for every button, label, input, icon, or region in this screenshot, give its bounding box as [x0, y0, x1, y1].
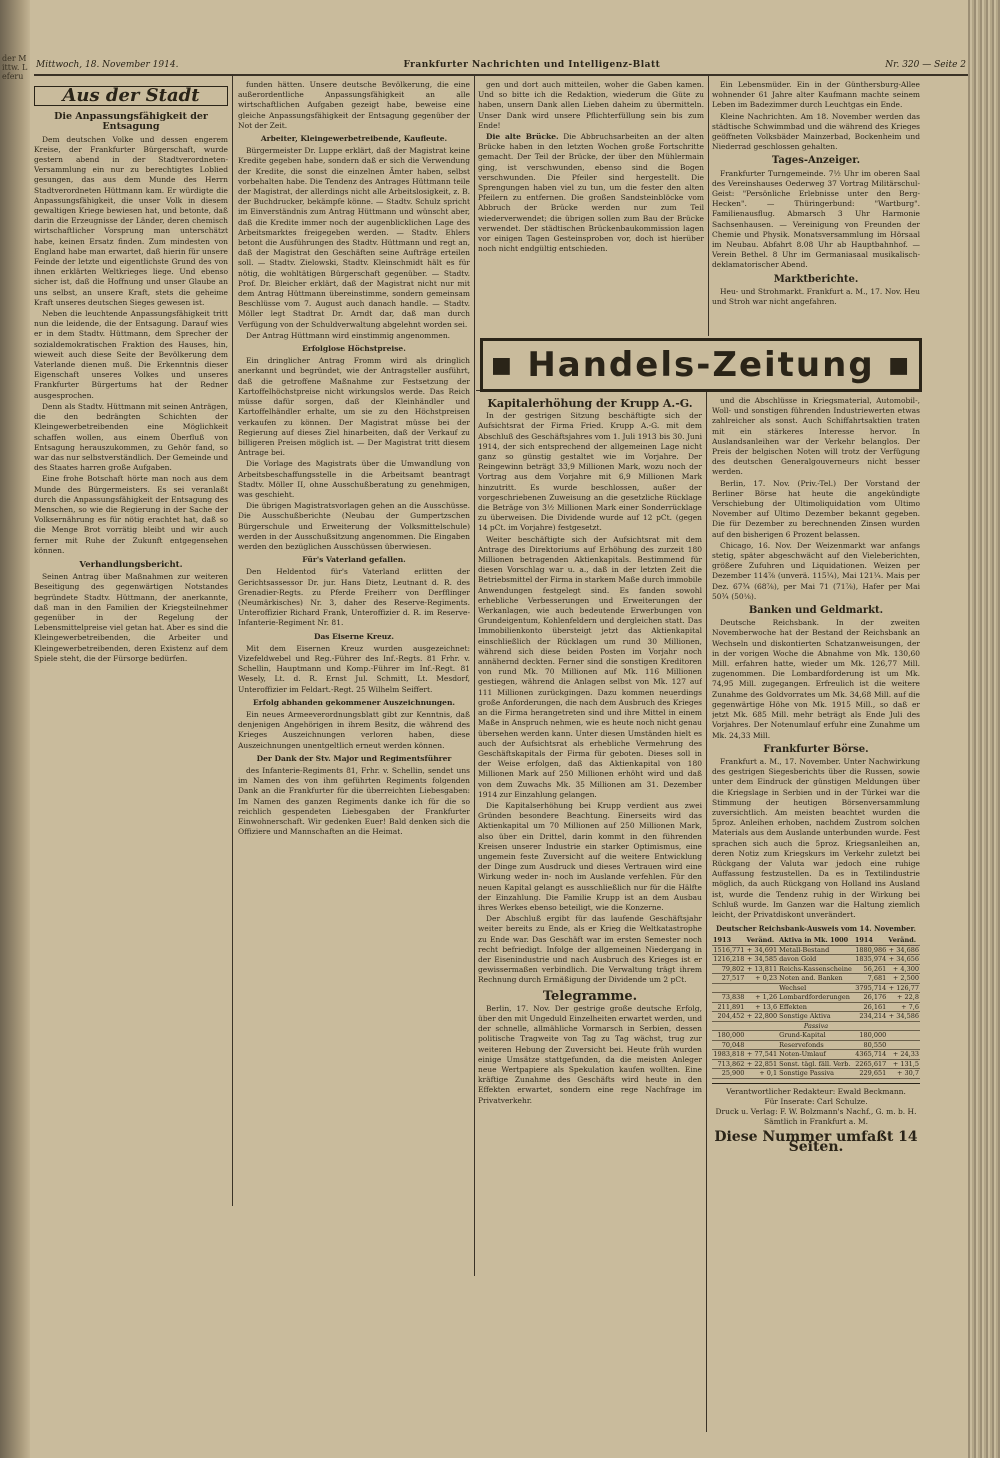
- table-header-cell: Veränd.: [887, 936, 920, 945]
- paragraph: Weiter beschäftigte sich der Aufsichtsrat mit dem Antrage des Direktoriums auf Erhöhung des zurzeit 180 Millionen betragenden Aktienkapitals. Bestimmend für diesen Vorschlag war u. a., daß in der letzten Zeit die Betriebsmittel der Firma in starkem Maße durch immobile Anwendungen festgelegt sind. Es fanden sowohl erhebliche Verbesserungen und Erweiterungen der Werkanlagen, wie auch bedeutende Erwerbungen von Grundeigentum, Kohlenfeldern und dergleichen statt. Das Immobilienkonto übersteigt jetzt das Aktienkapital einschließlich der Rücklagen um rund 30 Millionen, während sich diese beiden Posten im Vorjahr noch annähernd deckten. Ferner sind die sonstigen Kreditoren von rund Mk. 70 Millionen auf Mk. 116 Millionen gestiegen, während die Anlagen selbst von Mk. 127 auf 111 Millionen zurückgingen. Dazu kommen neuerdings große Anforderungen, die nach dem Ausbruch des Krieges an die Firma herangetreten sind und ihre Mittel in einem Maße in Anspruch nehmen, wie es heute noch nicht genau übersehen werden kann. Unter diesen Umständen hielt es auch der Aufsichtsrat als erhebliche Vermehrung des Geschäftskapitals der Firma für geboten. Dieses soll in der Weise erfolgen, daß das Aktienkapital von 180 Millionen Mark auf 250 Millionen erhöht wird und daß von dem Zuwachs Mk. 35 Millionen am 31. Dezember 1914 zur Einzahlung gelangen.: [478, 534, 702, 799]
- imprint-line: Verantwortlicher Redakteur: Ewald Beckmann.: [726, 1086, 906, 1096]
- table-cell: 180,000: [712, 1031, 745, 1041]
- column-bridge-news: [478, 80, 704, 334]
- table-cell: [745, 1031, 778, 1041]
- table-row: [712, 1069, 920, 1079]
- table-cell: 234,214: [854, 1012, 887, 1022]
- table-cell: Sonstige Passiva: [778, 1069, 854, 1079]
- paragraph: Dem deutschen Volke und dessen engerem Kreise, der Frankfurter Bürgerschaft, wurde gestern abend in der Stadtverordneten-Versammlung ein nur zu berechtigtes Loblied gesungen, das aus dem Munde des Herrn Stadtverordneten Hüttmann kam. Er würdigte die Anpassungsfähigkeit, die unser Volk in diesem gewaltigen Kriege bewiesen hat, und betonte, daß darin die Erzeugnisse der Länder, deren chemisch wirtschaftlicher Vorsprung man unterschätzt habe, keinen Ersatz finden. Zum mindesten von England habe man erwartet, daß hierin für unsere Feinde der letzte und eigentlichste Grund des von ihnen erklärten Weltkrieges liege. Und ebenso sicher ist, daß die Hoffnung und unser Glaube an uns selbst, an unsere Kraft, stets die geheime Kraft unseres deutschen Sieges gewesen ist.: [34, 134, 228, 307]
- table-cell: 211,891: [712, 1002, 745, 1012]
- table-row: [712, 1002, 920, 1012]
- table-row: [712, 964, 920, 974]
- table-row: [712, 1059, 920, 1069]
- table-cell: + 2,500: [887, 974, 920, 984]
- paragraph: Frankfurter Turngemeinde. 7½ Uhr im oberen Saal des Vereinshauses Oederweg 37 Vortrag Militärschul-Geist: "Persönliche Erlebnisse unter den Berg-Hecken". — Thüringerbund: "Wartburg". Familienausflug. Abmarsch 3 Uhr Harmonie Sachsenhausen. — Vereinigung von Freunden der Chemie und Physik. Monatsversammlung im Hörsaal im Neubau. Abfahrt 8.08 Uhr ab Hauptbahnhof. — Verein Bethel. 8 Uhr im Germaniasaal musikalisch-deklamatorischer Abend.: [712, 168, 920, 270]
- imprint-line: Für Inserate: Carl Schulze.: [764, 1097, 868, 1107]
- table-body: [712, 945, 920, 1021]
- table-cell: + 34,586: [888, 1012, 919, 1021]
- table-cell: [745, 1040, 778, 1050]
- paragraph: Bürgermeister Dr. Luppe erklärt, daß der Magistrat keine Kredite gegeben habe, sondern daß er sich die Verwendung der Kredite, die sonst die einzelnen Ämter haben, selbst vorbehalten habe. Die Tendenz des Antrages Hüttmann teile der Magistrat, der allerdings nicht alle Arbeitslosigkeit, z. B. der Buchdrucker, bekämpfe könne. — Stadtv. Schulz spricht im Einverständnis zum Antrag Hüttmann und wünscht aber, daß die Kredite immer noch der augenblicklichen Lage des Arbeitsmarktes freigegeben werden. — Stadtv. Ehlers betont die Ausführungen des Stadtv. Hüttmann und regt an, daß der Magistrat den Geschäften seine Aufträge erteilen soll. — Stadtv. Zielowski, Stadtv. Kleinschmidt hält es für nötig, die wohltätigen Bürgerschaft gegenüber. — Stadtv. Prof. Dr. Bleicher erklärt, daß der Magistrat nicht nur mit dem Antrag Hüttmann übereinstimme, sondern gemeinsam Beschlüsse vom 7. August auch danach handle. — Stadtv. Möller legt Stadtrat Dr. Arndt dar, daß man durch Verfügung von der Schuldverwaltung abgelehnt worden sei.: [238, 146, 470, 329]
- table-cell: 7,681: [854, 974, 887, 984]
- paragraph: Chicago, 16. Nov. Der Weizenmarkt war anfangs stetig, später abgeschwächt auf den Vieleberichten, größere Zufuhren und Liquidationen. Weizen per Dezember 114⅞ (unverä. 115¼), Mai 121¼. Mais per Dez. 67¾ (68⅞), per Mai 71 (71⅞), Hafer per Mai 50¾ (50⅛).: [712, 540, 920, 601]
- table-cell: + 126,77: [888, 983, 919, 992]
- subheading: Banken und Geldmarkt.: [748, 605, 884, 617]
- table-cell: + 24,33: [887, 1050, 920, 1060]
- table-cell: Reservefonds: [778, 1040, 854, 1050]
- paragraph: Der Antrag Hüttmann wird einstimmig angenommen.: [246, 330, 451, 340]
- table-cell: 1516,771: [713, 945, 745, 954]
- header-rule: [34, 74, 968, 76]
- column-rule: [232, 76, 233, 1206]
- table-cell: Noten-Umlauf: [778, 1050, 854, 1060]
- paragraph: Seinen Antrag über Maßnahmen zur weiteren Beseitigung des gegenwärtigen Notstandes begründete Stadtv. Hüttmann, der anerkannte, daß man in den Familien der Kriegsteilnehmer gegenüber in der Regelung der Lebensmittelpreise viel getan hat. Aber es sind die Kleingewerbetreibenden, die Arbeiter und Kleingewerbetreibenden, deren Existenz auf dem Spiele steht, die der Fürsorge bedürfen.: [34, 572, 228, 663]
- table-row: [712, 1031, 920, 1041]
- paragraph: Deutsche Reichsbank. In der zweiten Novemberwoche hat der Bestand der Reichsbank an Wechseln und diskontierten Schatzanweisungen, der in der vorigen Woche die Abnahme von Mk. 130,60 Mill. erfahren hatte, wieder um Mk. 126,77 Mill. zugenommen. Die Lombardforderung ist um Mk. 74,95 Mill. zugegangen. Erfreulich ist die weitere Zunahme des Goldvorrates um Mk. 34,68 Mill. auf die gegenwärtige Höhe von Mk. 1915 Mill., so daß er jetzt Mk. 685 Mill. mehr beträgt als Ende Juli des Vorjahres. Der Notenumlauf erfuhr eine Zunahme um Mk. 24,33 Mill.: [712, 618, 920, 740]
- table-cell: 4365,714: [855, 1050, 887, 1059]
- table-cell: 229,651: [854, 1069, 887, 1079]
- column-local-news: [34, 80, 228, 1410]
- table-cell: 180,000: [854, 1031, 887, 1041]
- table-cell: 1216,218: [713, 955, 745, 964]
- table-subheader-row: [712, 1021, 920, 1031]
- table-cell: 70,048: [712, 1040, 745, 1050]
- table-cell: + 13,6: [745, 1002, 778, 1012]
- table-cell: [745, 983, 778, 993]
- subheading: Verhandlungsbericht.: [79, 559, 183, 570]
- table-cell: 1880,986: [855, 945, 887, 954]
- table-cell: 3795,714: [855, 983, 887, 992]
- page-edge-stack: [968, 0, 1000, 1458]
- masthead-line: [36, 58, 966, 72]
- page-number: Nr. 320 — Seite 2: [885, 60, 966, 70]
- table-cell: + 13,811: [746, 964, 778, 973]
- table-row: [712, 1050, 920, 1060]
- table-header-row: [712, 936, 920, 945]
- table-cell: + 30,7: [887, 1069, 920, 1079]
- paragraph: [478, 132, 704, 254]
- table-header-cell: Aktiva in Mk. 1000: [778, 936, 854, 945]
- paragraph: Eine frohe Botschaft hörte man noch aus dem Munde des Bürgermeisters. Es sei veranlaßt durch die Anpassungsfähigkeit der Entsagung des Menschen, so wie die Regierung in der Sache der Volksernährung es für nötig erachtet hat, daß so die Menge Brot vorrätig bleibt und wir auch ferner mit Ruhe der Zukunft entgegensehen können.: [34, 474, 228, 555]
- table-cell: + 22,851: [746, 1059, 778, 1068]
- paragraph: Ein Lebensmüder. Ein in der Günthersburg-Allee wohnender 61 Jahre alter Kaufmann machte seinem Leben im Badezimmer durch Leuchtgas ein Ende.: [712, 80, 920, 110]
- paragraph: und die Abschlüsse in Kriegsmaterial, Automobil-, Woll- und sonstigen führenden Industriewerten etwas zahlreicher als sonst. Auch Schiffahrtsaktien traten mit ein stärkeres Interesse hervor. In Auslandsanleihen war der Verkehr belanglos. Der Preis der belgischen Noten will trotz der Verfügung des deutschen Generalgouverneurs nicht besser werden.: [712, 396, 920, 477]
- column-misc-news: [712, 80, 920, 334]
- paragraph: Heu- und Strohmarkt. Frankfurt a. M., 17. Nov. Heu und Stroh war nicht angefahren.: [712, 286, 920, 307]
- table-cell: 79,802: [712, 964, 745, 974]
- article-headline: Die Anpassungsfähigkeit der Entsagung: [54, 111, 208, 133]
- table-cell: + 22,800: [746, 1012, 778, 1021]
- table-cell: Metall-Bestand: [778, 945, 854, 955]
- left-page-spine: [0, 0, 30, 1458]
- table-cell: Sonstige Aktiva: [778, 1012, 854, 1022]
- table-cell: + 34,656: [888, 955, 919, 964]
- imprint: [712, 1083, 920, 1128]
- section-title: Aus der Stadt: [34, 86, 228, 106]
- table-cell: 80,550: [854, 1040, 887, 1050]
- subheading: Der Dank der Stv. Major und Regimentsführer: [256, 753, 452, 763]
- paragraph: Frankfurt a. M., 17. November. Unter Nachwirkung des gestrigen Siegesberichts über die Russen, sowie unter dem Eindruck der günstigen Meldungen über die Kriegslage in Serbien und in der Türkei war die Stimmung der heutigen Börsenversammlung zuversichtlich. Am meisten beachtet wurden die 5proz. Anleihen erhoben, nachdem Zustrom solchen Materials aus dem Auslande unterbunden wurde. Fest sprachen sich auch die 5proz. Kriegsanleihen an, deren Notiz zum Kriegskurs im Verkehr zuletzt bei Rückgang der Valuta war jedoch eine ruhige Auffassung festzustellen. Da es in Textilindustrie möglich, da auch Rückgang von Holland ins Ausland ist, wurde die Tendenz ruhig in der Wirkung bei Schluß wurde. Im Ganzen war die Haltung ziemlich leicht, der Privatdiskont unverändert.: [712, 756, 920, 919]
- subheading: Erfolglose Höchstpreise.: [302, 344, 406, 354]
- paragraph: Den Heldentod für's Vaterland erlitten der Gerichtsassessor Dr. jur. Hans Dietz, Leutnant d. R. des Grenadier-Regts. zu Pferde Freiherr von Derfflinger (Neumärkisches) Nr. 3, daher des Reserve-Regiments. Unteroffizier Richard Frank, Unteroffizier d. R. im Reserve-Infanterie-Regiment Nr. 81.: [238, 567, 470, 628]
- table-cell: + 34,691: [746, 945, 778, 954]
- subheading: Tages-Anzeiger.: [771, 155, 861, 167]
- colon-ornament-icon: ■: [888, 352, 911, 378]
- column-rule: [708, 76, 709, 336]
- colon-ornament-icon: ■: [491, 352, 514, 378]
- table-cell: + 4,300: [887, 964, 920, 974]
- paragraph-text: Die Abbruchsarbeiten an der alten Brücke haben in den letzten Wochen große Fortschritte gemacht. Der Teil der Brücke, der über den Mühlermain ging, ist verschwunden, ebenso sind die Bogen verschwunden. Die Pfeiler sind hergestellt. Die Sprengungen haben viel zu tun, um die fester den alten Pfeilern zu entfernen. Die großen Sandsteinblöcke vom Abbruch der Brücke werden nur zum Teil wiederverwendet; die übrigen sollen zum Bau der Brücke verwendet. Der städtischen Brückenbaukommission lagen vor einigen Tagen Gesteinsproben vor, doch ist hierüber noch nicht endgültig entschieden.: [478, 132, 704, 254]
- table-cell: 25,900: [712, 1069, 745, 1079]
- table-cell: Sonst. tägl. fäll. Verb.: [778, 1059, 854, 1069]
- handels-zeitung-banner: [480, 338, 922, 392]
- table-cell: 73,838: [712, 993, 745, 1003]
- closing-notice: Diese Nummer umfaßt 14 Seiten.: [714, 1128, 918, 1155]
- table-cell: Wechsel: [778, 983, 854, 993]
- table-cell: Effekten: [778, 1002, 854, 1012]
- table-cell: 26,161: [854, 1002, 887, 1012]
- paragraph: Berlin, 17. Nov. (Priv.-Tel.) Der Vorstand der Berliner Börse hat heute die angekündigte Verschiebung der Ultimoliquidation vom Ultimo November auf Ultimo Dezember bekannt gegeben. Die für Dezember zu berechnenden Zinsen wurden auf den bisherigen 6 Prozent belassen.: [712, 478, 920, 539]
- column-rule: [474, 76, 475, 1276]
- table-cell: 1835,974: [855, 955, 887, 964]
- table-cell: 204,452: [712, 1012, 745, 1022]
- spine-text: der Mittw. Leferu: [2, 54, 28, 81]
- paragraph: Neben die leuchtende Anpassungsfähigkeit tritt nun die leidende, die der Entsagung. Darauf wies er in dem Stadtv. Hüttmann, dem Sprecher der sozialdemokratischen Fraktion des Hauses, hin, wieweit auch diese Seite der Bevölkerung dem Vaterlande dienen muß. Die Erkenntnis dieser Eigenschaft unseres Volkes und unseres Frankfurter Bürgertums hat der Redner ausgesprochen.: [34, 309, 228, 400]
- subheading: Erfolg abhanden gekommener Auszeichnungen.: [252, 697, 456, 707]
- table-cell: + 77,541: [746, 1050, 778, 1059]
- subheading: Für's Vaterland gefallen.: [302, 555, 406, 565]
- table-cell: davon Gold: [778, 955, 854, 965]
- paragraph: Mit dem Eisernen Kreuz wurden ausgezeichnet: Vizefeldwebel und Reg.-Führer des Inf.-Regts. 81 Frhr. v. Schellin, Hauptmann und Komp.-Führer im Inf.-Regt. 81 Wesely, Lt. d. R. Ernst Jul. Schmitt, Lt. Mesdorf, Unteroffizier im Feldart.-Regt. 25 Wilhelm Seiffert.: [238, 643, 470, 694]
- reichsbank-table: [712, 936, 920, 1079]
- column-rule: [706, 392, 707, 1432]
- table-header-cell: Veränd.: [745, 936, 778, 945]
- table-cell: + 0,1: [745, 1069, 778, 1079]
- table-cell: 1983,818: [713, 1050, 745, 1059]
- table-row: [712, 955, 920, 965]
- table-cell: + 0,23: [745, 974, 778, 984]
- subheading: Marktberichte.: [773, 273, 859, 285]
- table-cell: [712, 983, 745, 993]
- column-krupp: [478, 396, 702, 1428]
- paragraph: Berlin, 17. Nov. Der gestrige große deutsche Erfolg, über den mit Ungeduld Einzelheiten erwartet werden, und der schnelle, allmähliche Vormarsch in Serbien, dessen politische Tragweite von Tag zu Tag wächst, trug zur weiteren Hebung der Zuversicht bei. Heute früh wurden einige Umsätze stattgefunden, da die meisten Anleger neue Wertpapiere als Spekulation kaufen wollten. Eine kräftige Zunahme des Geschäfts wird heute in den Effekten erwartet, sondern eine rege Nachfrage im Privatverkehr.: [478, 1003, 702, 1105]
- column-markets: [712, 396, 920, 1436]
- table-row: [712, 1012, 920, 1022]
- imprint-line: Druck u. Verlag: F. W. Bolzmann's Nachf., G. m. b. H. Sämtlich in Frankfurt a. M.: [715, 1107, 917, 1127]
- table-cell: + 22,8: [887, 993, 920, 1003]
- table-cell: 56,261: [854, 964, 887, 974]
- table-cell: + 1,26: [745, 993, 778, 1003]
- paragraph: gen und dort auch mitteilen, woher die Gaben kamen. Und so bitte ich die Redaktion, wiederum die Güte zu haben, unsern Dank allen Lieben daheim zu übermitteln. Unser Dank wird unsere Pflichterfüllung sein bis zum Ende!: [478, 80, 704, 130]
- table-cell: Reichs-Kassenscheine: [779, 964, 852, 973]
- paragraph: funden hätten. Unsere deutsche Bevölkerung, die eine außerordentliche Anpassungsfähigkeit an alle wirtschaftlichen Aufgaben gezeigt habe, beweise eine gleiche Anpassungsfähigkeit der Entsagung gegenüber der Not der Zeit.: [238, 80, 470, 130]
- table-body-passiva: [712, 1031, 920, 1079]
- paragraph: Der Abschluß ergibt für das laufende Geschäftsjahr weiter bereits zu Ende, als er Krieg die Weltkatastrophe zu Ende war. Das Geschäft war im ersten Semester noch recht befriedigt. Infolge der allgemeinen Niedergang in der Eisenindustrie und nach Ausbruch des Krieges ist er gewissermaßen verbindlich. Die Verwaltung trägt ihrem Rechnung durch Ermäßigung der Dividende um 2 pCt.: [478, 914, 702, 985]
- table-cell: 713,862: [712, 1059, 745, 1069]
- table-cell: [887, 1031, 920, 1041]
- table-cell: Noten and. Banken: [778, 974, 854, 984]
- inline-heading: Die alte Brücke.: [486, 132, 559, 142]
- table-cell: + 34,585: [746, 955, 778, 964]
- paragraph: Die übrigen Magistratsvorlagen gehen an die Ausschüsse. Die Ausschußberichte (Neubau der Gumpertzschen Bürgerschule und Erweiterung der Volksmittelschule) werden in der Ausschußsitzung angenommen. Die Eingaben werden den bezüglichen Ausschüssen überwiesen.: [238, 501, 470, 551]
- paragraph: In der gestrigen Sitzung beschäftigte sich der Aufsichtsrat der Firma Fried. Krupp A.-G. mit dem Abschluß des Geschäftsjahres vom 1. Juli 1913 bis 30. Juni 1914, der sich entsprechend der allgemeinen Lage nicht ganz so günstig gestaltet wie im Vorjahre. Der Reingewinn beträgt 33,9 Millionen Mark, wozu noch der Vortrag aus dem Vorjahre mit 6,9 Millionen Mark hinzutritt. Es wurde beschlossen, außer der vorgeschriebenen Zuweisung an die gesetzliche Rücklage die Beträge von 3½ Millionen Mark einer Sonderrücklage zu überweisen. Die Dividende wurde auf 12 pCt. (gegen 14 pCt. im Vorjahre) festgesetzt.: [478, 411, 702, 533]
- table-title: Deutscher Reichsbank-Ausweis vom 14. November.: [716, 924, 916, 934]
- paragraph: Ein dringlicher Antrag Fromm wird als dringlich anerkannt und begründet, wie der Antragsteller ausführt, daß die getroffene Maßnahme zur Festsetzung der Kartoffelhöchstpreise nicht wirkungslos werde. Das Reich müsse dafür sorgen, daß der Kleinhändler und Kartoffelhändler erhalte, um sie zu den Höchstpreisen verkaufen zu können. Der Magistrat müsse bei der Regierung auf dieses Ziel hinarbeiten, daß der Verkauf zu billigeren Preisen möglich ist. — Der Magistrat tritt diesem Antrage bei.: [238, 356, 470, 458]
- subheading: Das Eiserne Kreuz.: [313, 631, 395, 641]
- table-header-cell: 1913: [712, 936, 745, 945]
- table-row: [712, 945, 920, 955]
- issue-date: Mittwoch, 18. November 1914.: [36, 60, 179, 70]
- subheading: Arbeiter, Kleingewerbetreibende, Kaufleute.: [260, 134, 448, 144]
- paragraph: des Infanterie-Regiments 81, Frhr. v. Schellin, sendet uns im Namen des von ihm geführten Regiments folgenden Dank an die Frankfurter für die überreichten Liebesgaben: Im Namen des ganzen Regiments danke ich für die so reichlich gespendeten Liebesgaben der Frankfurter Einwohnerschaft. Wir gedenken Euer! Bald denken sich die Offiziere und Mannschaften an die Heimat.: [238, 766, 470, 837]
- paragraph: Denn als Stadtv. Hüttmann mit seinen Anträgen, die den bedrängten Schichten der Kleingewerbetreibenden eine Möglichkeit schaffen wollen, aus einem Überfluß von Entsagung herauszukommen, zu Gehör fand, so war das nur selbstverständlich. Der Gemeinde und des Staates harren große Aufgaben.: [34, 401, 228, 473]
- column-council-report: [238, 80, 470, 1410]
- table-cell: 2265,617: [855, 1059, 887, 1068]
- telegramme-heading: Telegramme.: [542, 988, 638, 1004]
- article-headline: Kapitalerhöhung der Krupp A.-G.: [487, 397, 693, 410]
- table-row: [712, 974, 920, 984]
- table-row: [712, 993, 920, 1003]
- table-cell: + 34,686: [888, 945, 919, 954]
- table-cell: + 131,5: [887, 1059, 920, 1069]
- table-cell: 26,176: [854, 993, 887, 1003]
- table-row: [712, 983, 920, 993]
- table-header-cell: 1914: [854, 936, 887, 945]
- banner-title: Handels-Zeitung: [527, 345, 875, 385]
- subheading: Frankfurter Börse.: [763, 743, 869, 755]
- table-cell: [887, 1040, 920, 1050]
- table-cell: + 7,6: [887, 1002, 920, 1012]
- table-cell: 27,517: [712, 974, 745, 984]
- table-subheader: Passiva: [712, 1021, 920, 1031]
- paragraph: Die Vorlage des Magistrats über die Umwandlung von Arbeitsbeschaffungsstelle in die Arbeitsamt beantragt Stadtv. Möller II, ohne Ausschußberatung zu genehmigen, was geschieht.: [238, 459, 470, 499]
- newspaper-title: Frankfurter Nachrichten und Intelligenz-Blatt: [403, 60, 661, 70]
- paragraph: Kleine Nachrichten. Am 18. November werden das städtische Schwimmbad und die während des Krieges geöffneten Volksbäder Mainzerbad, Bockenheim und Niederrad geschlossen gehalten.: [712, 111, 920, 152]
- paragraph: Ein neues Armeeverordnungsblatt gibt zur Kenntnis, daß denjenigen Angehörigen in ihrem Besitz, die während des Krieges Auszeichnungen verloren haben, diese Auszeichnungen unentgeltlich erneut werden können.: [238, 709, 470, 750]
- table-cell: Grund-Kapital: [778, 1031, 854, 1041]
- paragraph: Die Kapitalserhöhung bei Krupp verdient aus zwei Gründen besondere Beachtung. Einerseits wird das Aktienkapital um 70 Millionen auf 250 Millionen Mark, also über ein Drittel, darin kommt in den führenden Kreisen unserer Industrie ein starker Optimismus, eine ungemein feste Zuversicht auf die weitere Entwicklung der Dinge zum Ausdruck und dieses Vertrauen wird eine Wirkung weder in- noch im Auslande verfehlen. Für den neuen Kapital gelangt es ausschließlich nur für die Hälfte der Einzahlung. Die Familie Krupp ist an dem Ausbau ihres Werkes ebenso beteiligt, wie die Konzerne.: [478, 800, 702, 912]
- table-row: [712, 1040, 920, 1050]
- table-cell: Lombardforderungen: [778, 993, 854, 1003]
